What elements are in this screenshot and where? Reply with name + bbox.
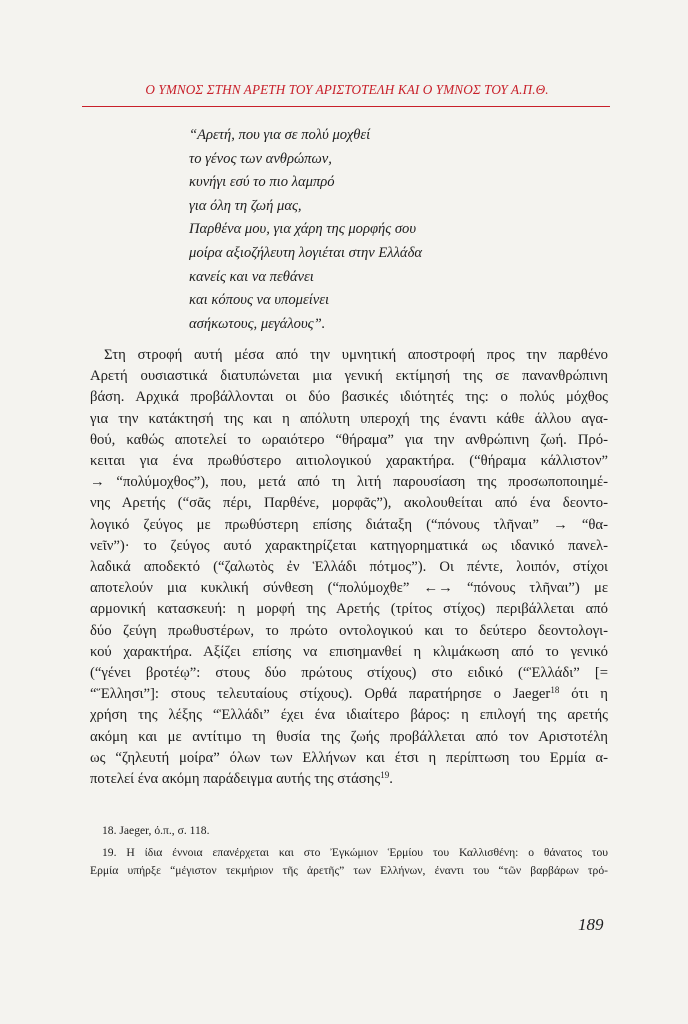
poem-line: μοίρα αξιοζήλευτη λογιέται στην Ελλάδα xyxy=(189,244,423,261)
poem-line: ασήκωτους, μεγάλους”. xyxy=(189,315,326,332)
poem-line: το γένος των ανθρώπων, xyxy=(189,150,332,167)
body-line: λογικό ζεύγος με πρωθύστερη επίσης διάταξη (“πόνους τλῆναι” → “θα- xyxy=(90,516,608,533)
body-line: → “πολύμοχθος”), που, μετά από τη λιτή παρουσίαση της προσωποποιημέ- xyxy=(90,474,608,491)
body-line-last: ποτελεί ένα ακόμη παράδειγμα αυτής της στάσης$^{19}$. xyxy=(90,770,393,788)
poem-line: κανείς και να πεθάνει xyxy=(189,268,314,285)
footnotes xyxy=(90,822,608,880)
body-line: (“γένει βροτέῳ”: στους δύο πρώτους στίχους) στο ειδικό (“Ἑλλάδι” [= xyxy=(90,665,608,682)
poem-line: κυνήγι εσύ το πιο λαμπρό xyxy=(189,174,335,191)
body-line-text: “Ἕλλησι”]: στους τελευταίους στίχους). Ορθά παρατήρησε ο Jaeger xyxy=(90,686,551,703)
body-line: Στη στροφή αυτή μέσα από την υμνητική αποστροφή προς την παρθένο xyxy=(104,347,608,363)
body-line: κειται για ένα πρωθύστερο αιτιολογικού χαρακτήρα. (“θήραμα κάλλιστον” xyxy=(90,453,608,470)
body-line: δύο ζεύγη πρωθυστέρων, το πρώτο οντολογικού και το δεύτερο δεοντολογι- xyxy=(90,622,608,639)
header-rule xyxy=(82,106,610,107)
body-line: χρήση της λέξης “Ἑλλάδι” έχει ένα ιδιαίτερο βάρος: η επιλογή της αρετής xyxy=(90,707,608,724)
body-line: κού χαρακτήρα. Αξίζει επίσης να επισημανθεί η κλιμάκωση από το γενικό xyxy=(90,643,608,660)
body-line: αποτελούν μια κυκλική σύνθεση (“πολύμοχθε” ←→ “πόνους τλῆναι”) με xyxy=(90,580,608,597)
body-paragraph xyxy=(90,345,608,790)
body-line: θού, καθώς αποτελεί το ωραιότερο “θήραμα” για την ανθρώπινη ζωή. Πρό- xyxy=(90,431,608,448)
footnote-19: 19. Η ίδια έννοια επανέρχεται και στο Ἐγκώμιον Ἑρμίου του Καλλισθένη: ο θάνατος του xyxy=(102,846,608,859)
body-line: για την κατάκτησή της και η απόλυτη υπεροχή της έναντι κάθε άλλου αγα- xyxy=(90,410,608,427)
body-line: νης Αρετής (“σᾶς πέρι, Παρθένε, μορφᾶς”), ακολουθείται από ένα δεοντο- xyxy=(90,495,608,512)
footnote-ref-19[interactable]: 19 xyxy=(380,770,390,781)
poem-line: και κόπους να υπομείνει xyxy=(189,292,330,309)
poem-line: Παρθένα μου, για χάρη της μορφής σου xyxy=(189,221,417,238)
body-line-text: ότι η xyxy=(559,686,608,703)
running-head: Ο ΥΜΝΟΣ ΣΤΗΝ ΑΡΕΤΗ ΤΟΥ ΑΡΙΣΤΟΤΕΛΗ ΚΑΙ Ο ΥΜΝΟΣ ΤΟΥ Α.Π.Θ. xyxy=(145,82,549,97)
body-line: λαδικά αποδεκτό (“ζαλωτὸς ἐν Ἑλλάδι πότμος”). Οι πέντε, λοιπόν, στίχοι xyxy=(90,559,608,576)
poem-block xyxy=(189,124,422,336)
body-line: ως “ζηλευτή μοίρα” όλων των Ελλήνων και έτσι η περίπτωση του Ερμία α- xyxy=(90,749,608,766)
footnote-ref-18[interactable]: 18 xyxy=(550,685,560,696)
poem-line: “Αρετή, που για σε πολύ μοχθεί xyxy=(189,127,371,143)
body-line-text: ποτελεί ένα ακόμη παράδειγμα αυτής της στάσης xyxy=(90,771,381,788)
footnote-19-continued: Ερμία υπήρξε “μέγιστον τεκμήριον τῆς ἀρετῆς” των Ελλήνων, έναντι του “τῶν βαρβάρων τρό- xyxy=(90,864,608,877)
body-line: ακόμη και με αντίτιμο τη θυσία της ζωής προβάλλεται από τον Αριστοτέλη xyxy=(90,728,608,745)
body-line: Αρετή ουσιαστικά διατυπώνεται μια γενική εκτίμησή της σε πανανθρώπινη xyxy=(90,368,608,385)
poem-line: για όλη τη ζωή μας, xyxy=(189,197,302,214)
page-number: 189 xyxy=(578,915,604,934)
footnote-18: 18. Jaeger, ό.π., σ. 118. xyxy=(102,824,210,837)
body-line-jaeger xyxy=(90,684,608,705)
body-line: βάση. Αρχικά προβάλλονται οι δύο βασικές ιδιότητές της: ο πολύς μόχθος xyxy=(90,389,608,406)
body-line: νεῖν”)· το ζεύγος αυτό χαρακτηρίζεται κατηγορηματικά ως ιδανικό πανελ- xyxy=(90,537,608,554)
body-line: αρμονική κατασκευή: η μορφή της Αρετής (τρίτος στίχος) περιβάλλεται από xyxy=(90,601,608,618)
